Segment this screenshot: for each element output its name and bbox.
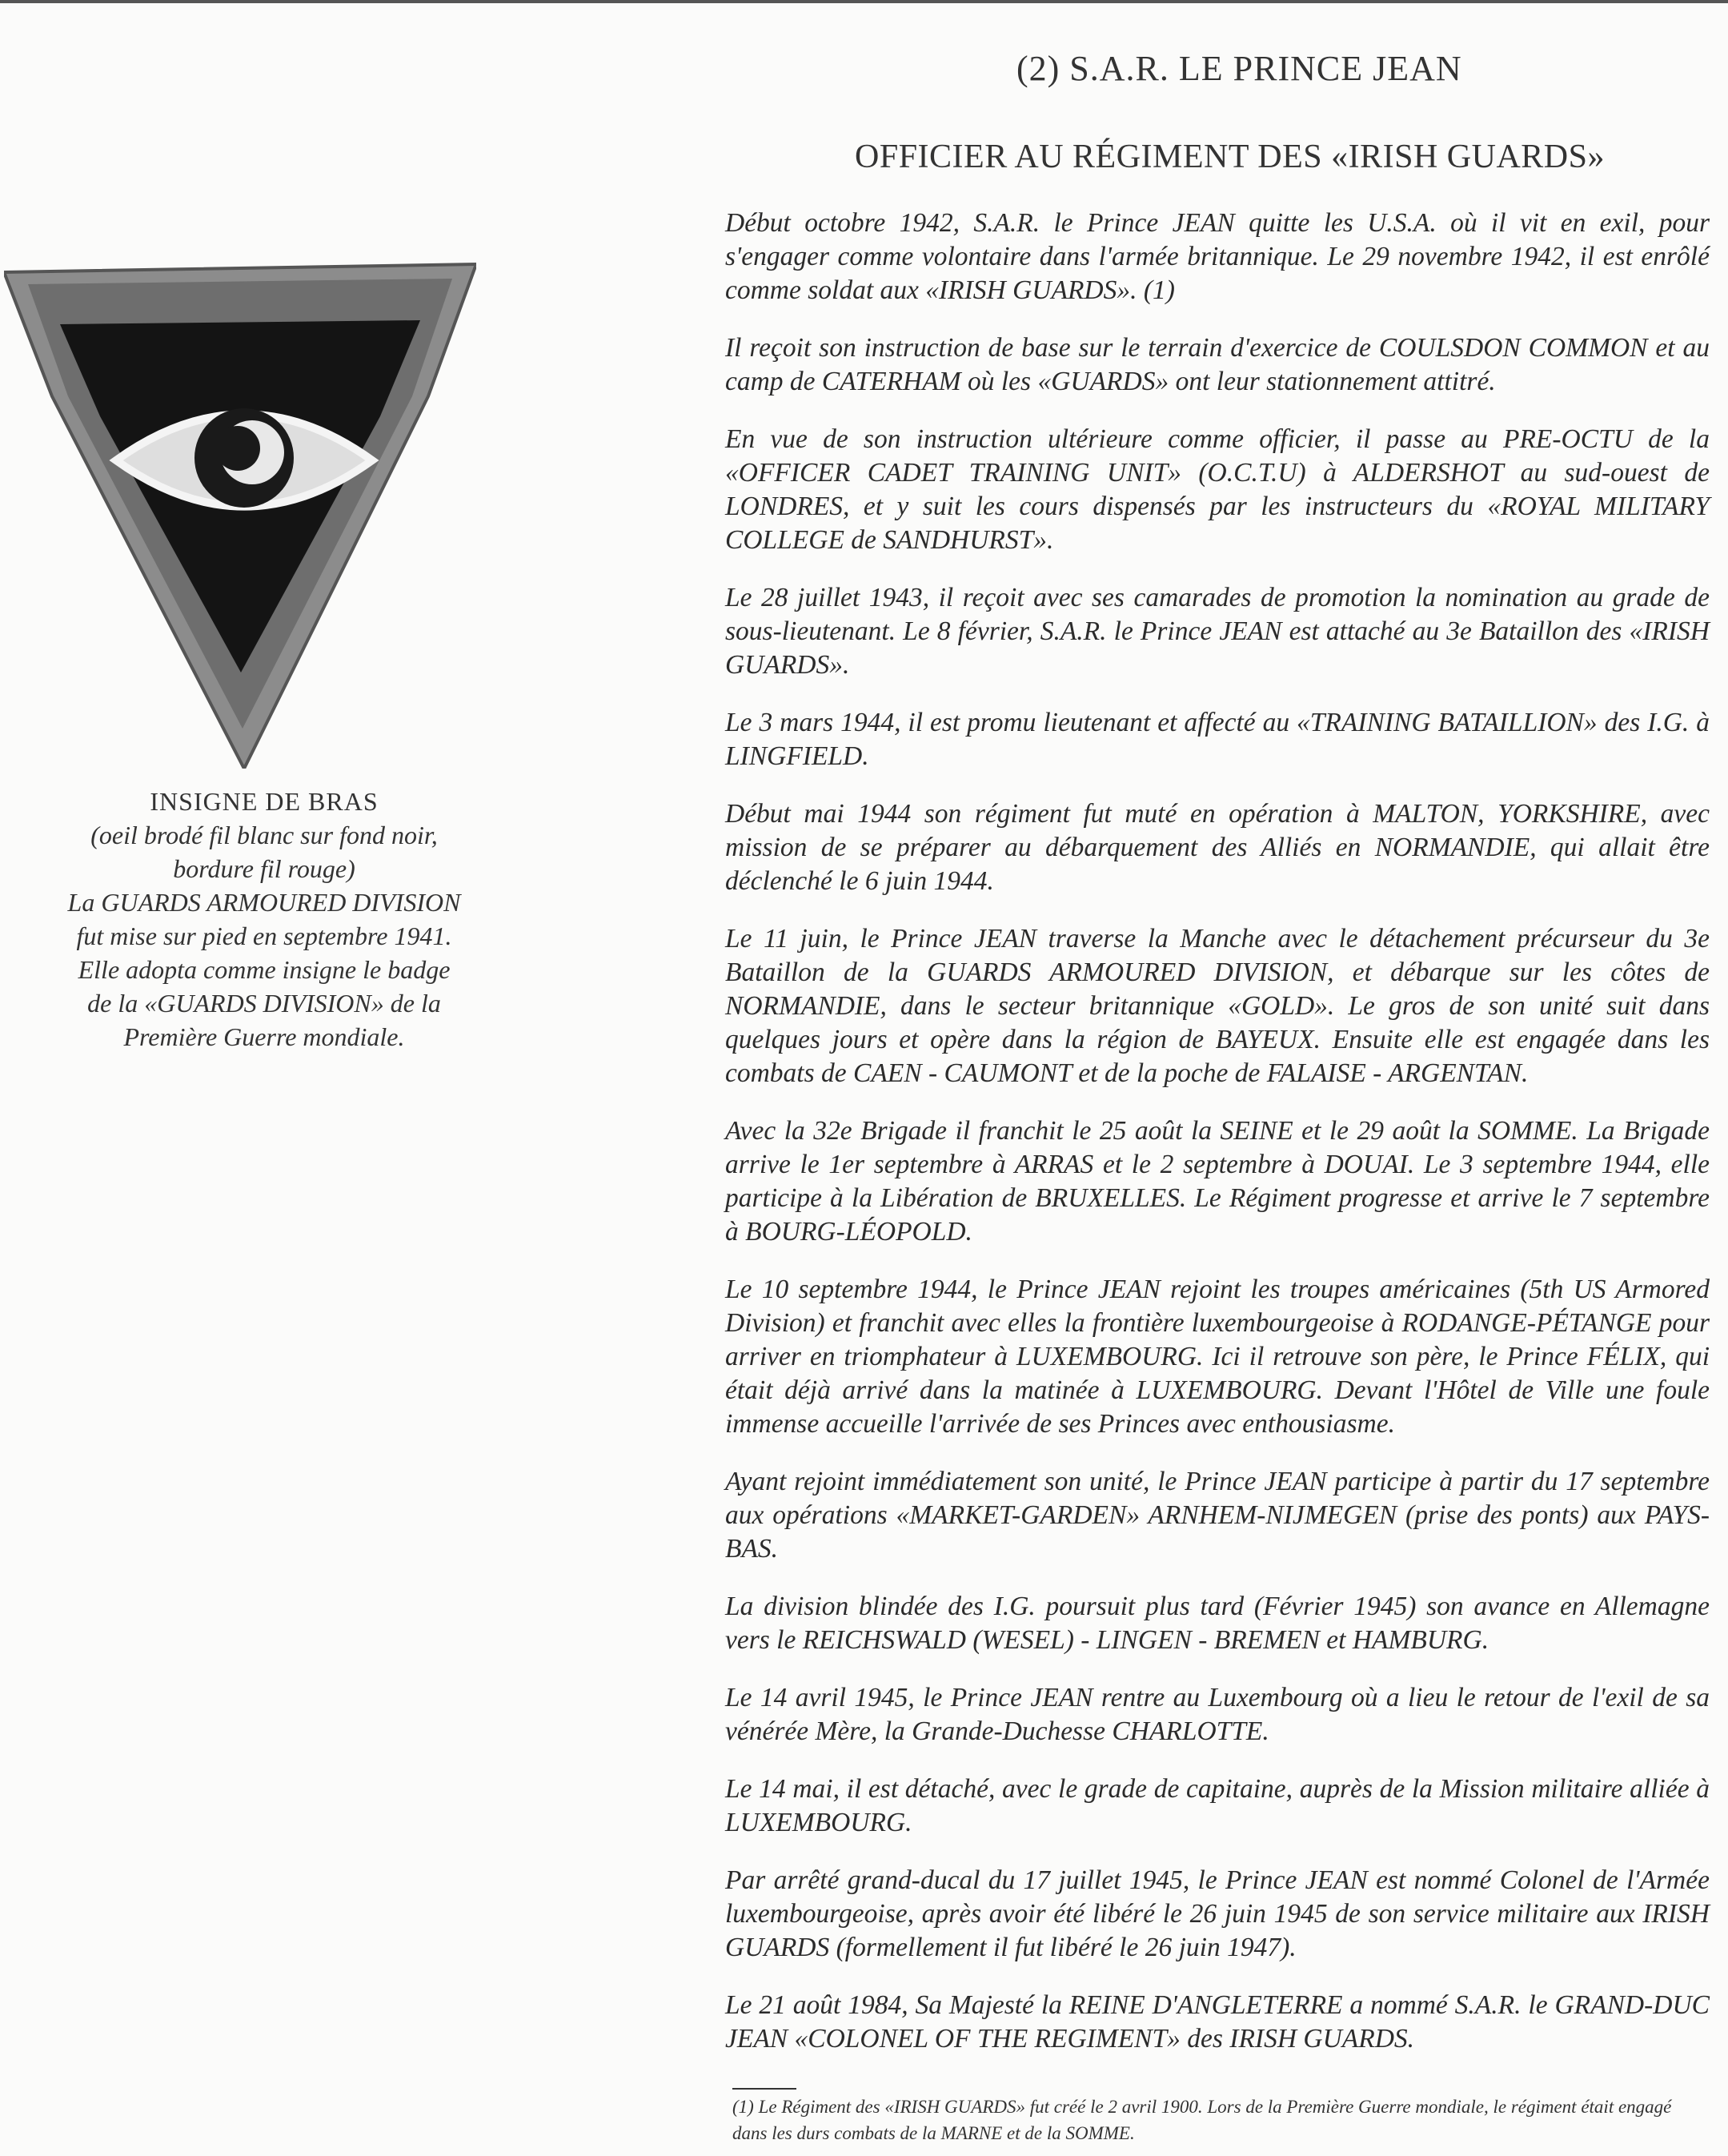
paragraph: Le 11 juin, le Prince JEAN traverse la Manche avec le détachement précurseur du 3e Bataillon de la GUARDS ARMOURED DIVISION, et débarque sur les côtes de NORMANDIE, dans le secteur britannique «GOLD». Le gros de son unité suit dans quelques jours et opère dans la région de BAYEUX. Ensuite elle est engagée dans les combats de CAEN - CAUMONT et de la poche de FALAISE - ARGENTAN. (725, 924, 1710, 1088)
paragraph: Le 21 août 1984, Sa Majesté la REINE D'ANGLETERRE a nommé S.A.R. le GRAND-DUC JEAN «COLONEL OF THE REGIMENT» des IRISH GUARDS. (725, 1990, 1710, 2054)
caption-line: de la «GUARDS DIVISION» de la (87, 989, 441, 1018)
badge-caption (0, 785, 528, 1054)
paragraph: Le 14 avril 1945, le Prince JEAN rentre au Luxembourg où a lieu le retour de l'exil de sa vénérée Mère, la Grande-Duchesse CHARLOTTE. (725, 1683, 1710, 1746)
eye-shield-icon (4, 256, 476, 769)
body-text (725, 207, 1710, 2080)
caption-line: bordure fil rouge) (173, 854, 355, 883)
paragraph: Avec la 32e Brigade il franchit le 25 août la SEINE et le 29 août la SOMME. La Brigade arrive le 1er septembre à ARRAS et le 2 septembre à DOUAI. Le 3 septembre 1944, elle participe à la Libération de BRUXELLES. Le Régiment progresse et arrive le 7 septembre à BOURG-LÉOPOLD. (725, 1116, 1710, 1247)
paragraph: Le 10 septembre 1944, le Prince JEAN rejoint les troupes américaines (5th US Armored Division) et franchit avec elles la frontière luxembourgeoise à RODANGE-PÉTANGE pour arriver en triomphateur à LUXEMBOURG. Ici il retrouve son père, le Prince FÉLIX, qui était déjà arrivé dans la matinée à LUXEMBOURG. Devant l'Hôtel de Ville une foule immense accueille l'arrivée de ses Princes avec enthousiasme. (725, 1275, 1710, 1439)
page-title: OFFICIER AU RÉGIMENT DES «IRISH GUARDS» (855, 139, 1605, 175)
top-rule (0, 0, 1728, 3)
paragraph: Début mai 1944 son régiment fut muté en opération à MALTON, YORKSHIRE, avec mission de se préparer au débarquement des Alliés en NORMANDIE, qui allait être déclenché le 6 juin 1944. (725, 799, 1710, 896)
paragraph: Le 14 mai, il est détaché, avec le grade de capitaine, auprès de la Mission militaire alliée à LUXEMBOURG. (725, 1774, 1710, 1837)
paragraph: Par arrêté grand-ducal du 17 juillet 1945, le Prince JEAN est nommé Colonel de l'Armée luxembourgeoise, après avoir été libéré le 26 juin 1945 de son service militaire aux IRISH GUARDS (formellement il fut libéré le 26 juin 1947). (725, 1865, 1710, 1962)
paragraph: Le 28 juillet 1943, il reçoit avec ses camarades de promotion la nomination au grade de sous-lieutenant. Le 8 février, S.A.R. le Prince JEAN est attaché au 3e Bataillon des «IRISH GUARDS». (725, 583, 1710, 680)
paragraph: En vue de son instruction ultérieure comme officier, il passe au PRE-OCTU de la «OFFICER CADET TRAINING UNIT» (O.C.T.U) à ALDERSHOT au sud-ouest de LONDRES, et y suit les cours dispensés par les instructeurs du «ROYAL MILITARY COLLEGE de SANDHURST». (725, 424, 1710, 555)
caption-line: La GUARDS ARMOURED DIVISION (67, 888, 461, 917)
caption-line: Elle adopta comme insigne le badge (78, 955, 451, 984)
caption-title: INSIGNE DE BRAS (150, 787, 379, 816)
caption-line: Première Guerre mondiale. (123, 1022, 405, 1051)
section-number-title: (2) S.A.R. LE PRINCE JEAN (1016, 49, 1462, 88)
caption-line: (oeil brodé fil blanc sur fond noir, (90, 821, 438, 849)
paragraph: La division blindée des I.G. poursuit plus tard (Février 1945) son avance en Allemagne vers le REICHSWALD (WESEL) - LINGEN - BREMEN et HAMBURG. (725, 1592, 1710, 1655)
paragraph: Le 3 mars 1944, il est promu lieutenant et affecté au «TRAINING BATAILLION» des I.G. à LINGFIELD. (725, 708, 1710, 771)
paragraph: Ayant rejoint immédiatement son unité, le Prince JEAN participe à partir du 17 septembre aux opérations «MARKET-GARDEN» ARNHEM-NIJMEGEN (prise des ponts) aux PAYS-BAS. (725, 1467, 1710, 1564)
footnote-divider (732, 2088, 796, 2090)
paragraph: Il reçoit son instruction de base sur le terrain d'exercice de COULSDON COMMON et au camp de CATERHAM où les «GUARDS» ont leur stationnement attitré. (725, 333, 1710, 396)
paragraph: Début octobre 1942, S.A.R. le Prince JEAN quitte les U.S.A. où il vit en exil, pour s'engager comme volontaire dans l'armée britannique. Le 29 novembre 1942, il est enrôlé comme soldat aux «IRISH GUARDS». (1) (725, 208, 1710, 305)
caption-line: fut mise sur pied en septembre 1941. (76, 921, 452, 950)
footnote: (1) Le Régiment des «IRISH GUARDS» fut créé le 2 avril 1900. Lors de la Première Guerre mondiale, le régiment était engagé dans les durs combats de la MARNE et de la SOMME. (732, 2097, 1672, 2143)
badge-column (0, 256, 480, 769)
